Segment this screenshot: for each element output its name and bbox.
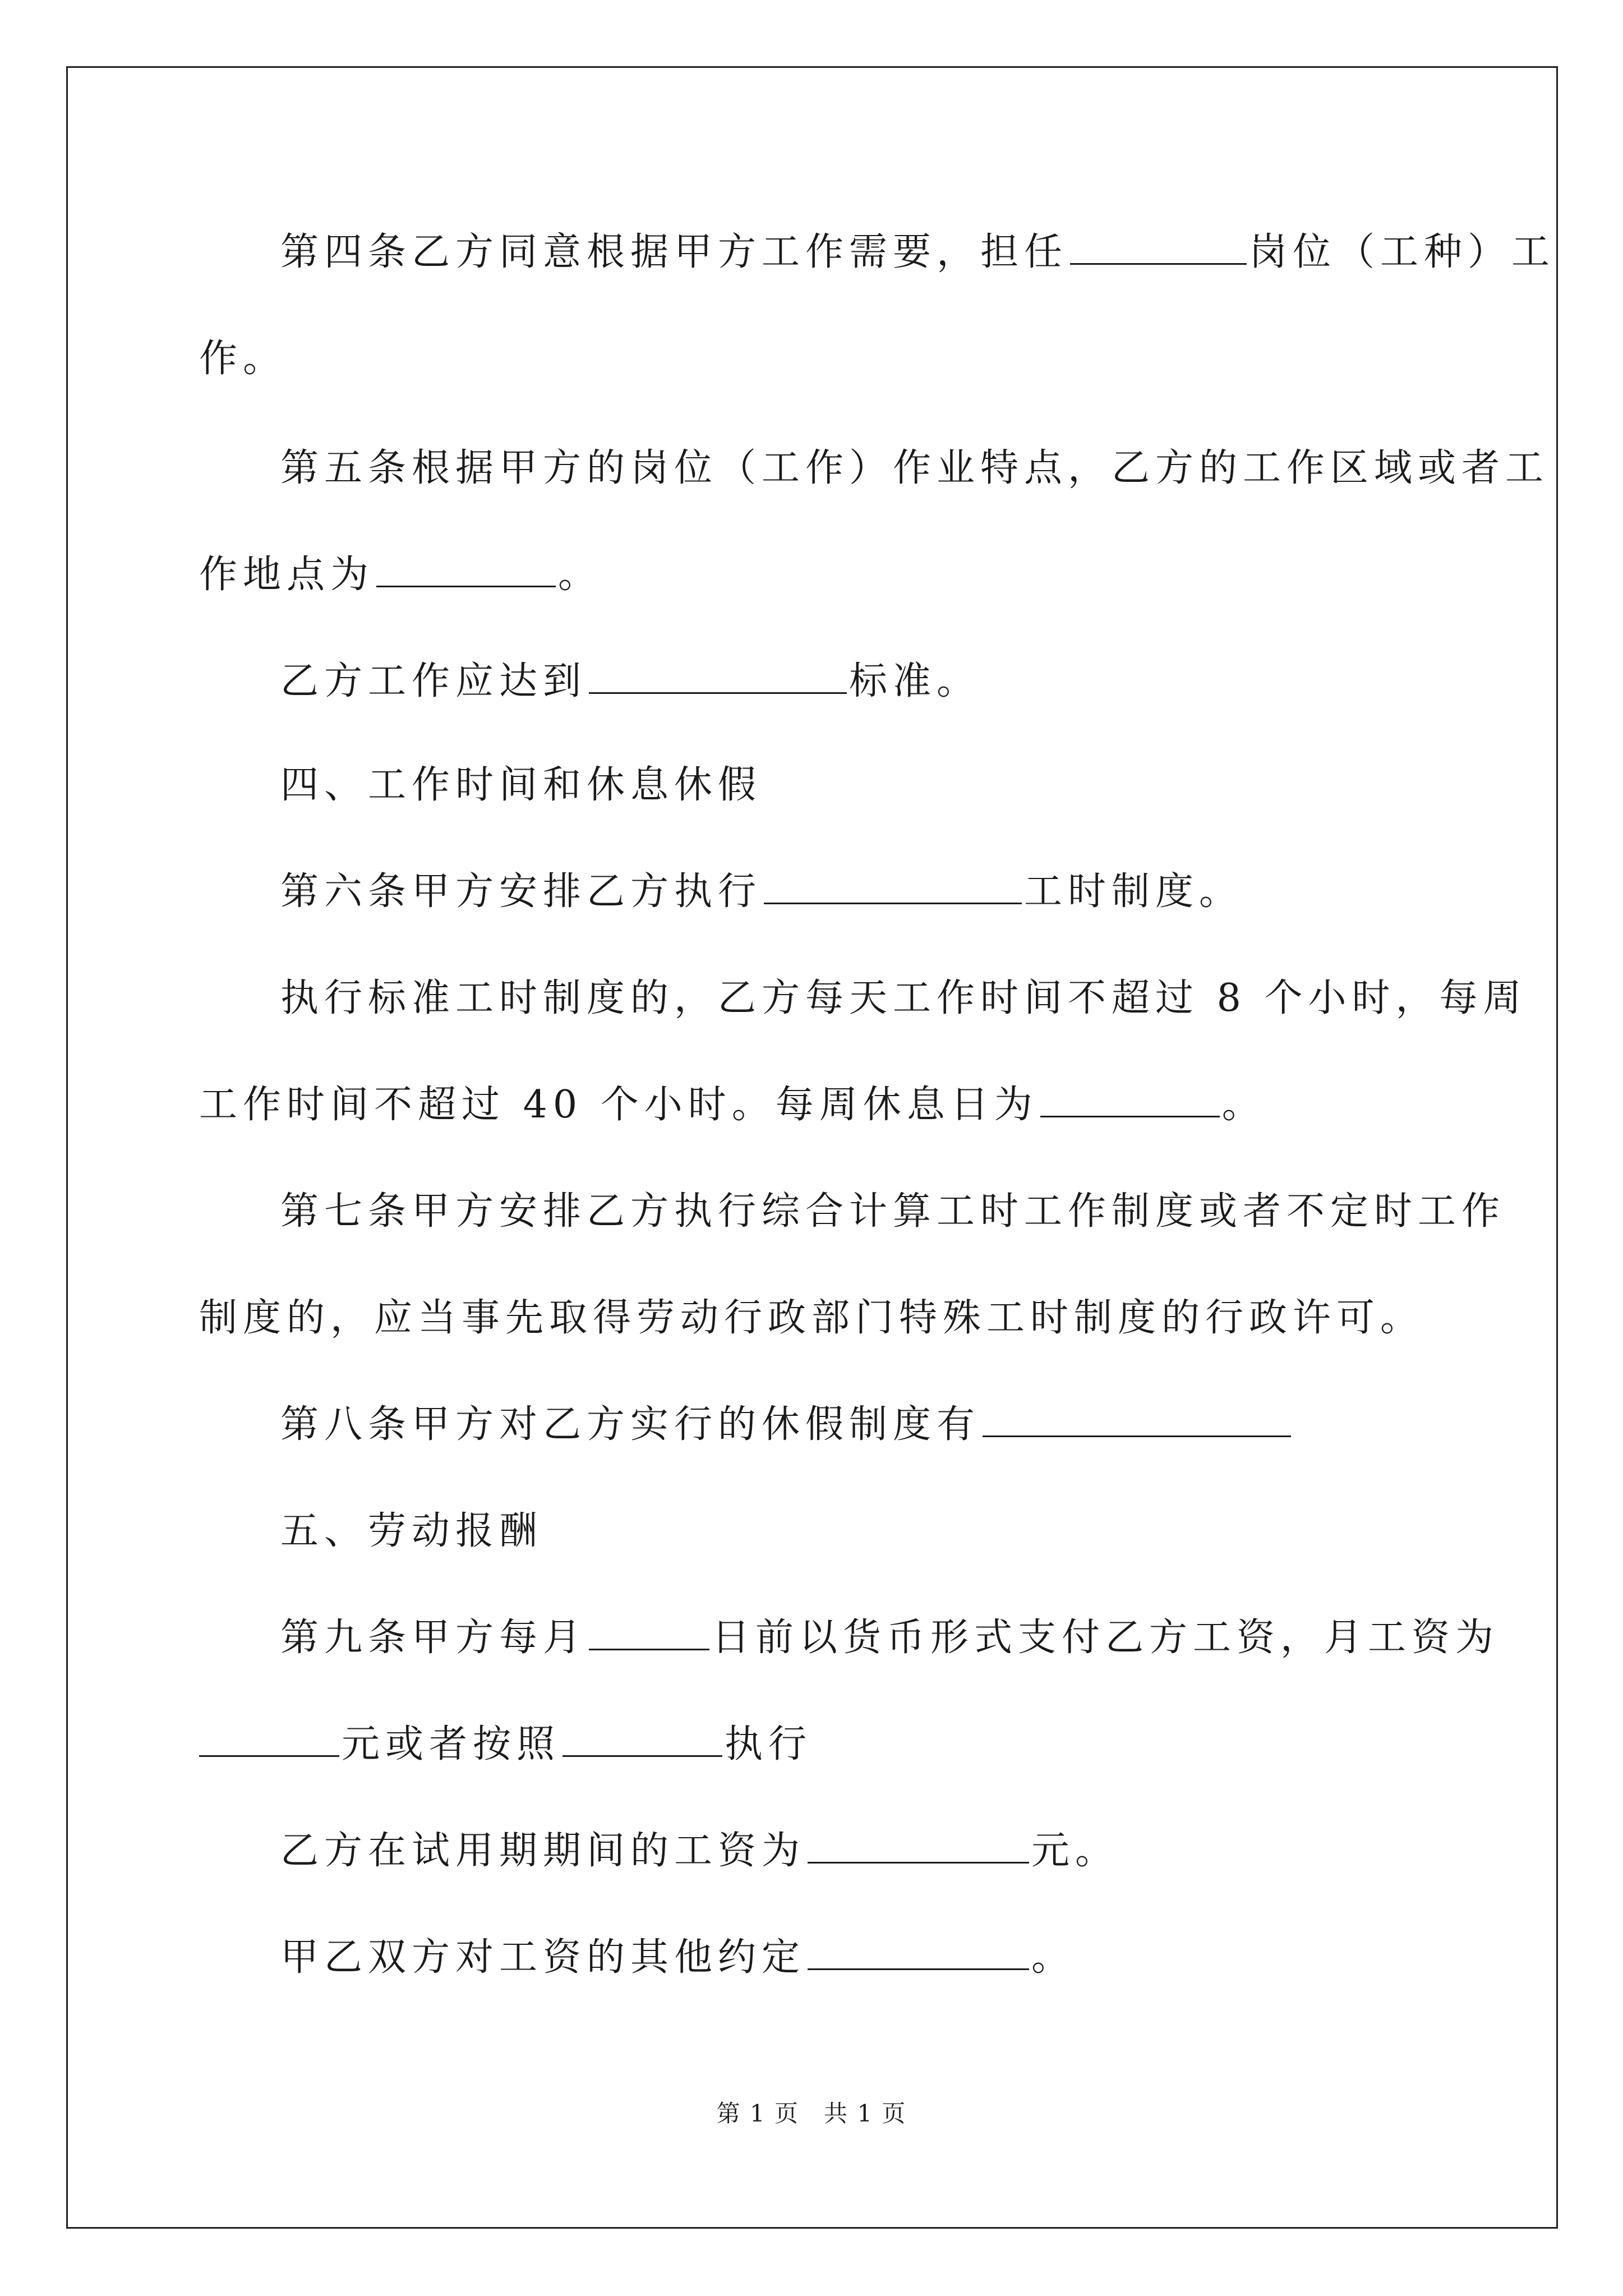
section-5-heading: [0, 1506, 1623, 1557]
page-border: [66, 66, 1558, 2229]
page-footer: [0, 2097, 1623, 2131]
work-location-blank[interactable]: [376, 550, 556, 587]
clause-9-text-a: 第九条甲方每月: [280, 1616, 587, 1660]
work-standard-blank[interactable]: [589, 656, 847, 694]
salary-basis-blank[interactable]: [562, 1719, 722, 1757]
pay-day-blank[interactable]: [589, 1613, 709, 1650]
clause-9-text-d: 执行: [725, 1722, 813, 1766]
clause-4-text-b: 岗位（工种）工: [1249, 230, 1556, 274]
clause-6-line: [0, 867, 1623, 917]
standard-hours-text-c: 。: [1221, 1083, 1266, 1127]
other-salary-terms-blank[interactable]: [808, 1932, 1029, 1970]
monthly-salary-blank[interactable]: [199, 1719, 339, 1757]
job-position-blank[interactable]: [1070, 227, 1247, 265]
standard-hours-text-b: 工作时间不超过 40 个小时。每周休息日为: [199, 1083, 1038, 1127]
clause-4-text-a: 第四条乙方同意根据甲方工作需要，担任: [280, 230, 1068, 274]
rest-day-blank[interactable]: [1040, 1080, 1220, 1117]
clause-5-line-1: [0, 443, 1623, 494]
clause-4-line-1: [0, 227, 1623, 278]
other-salary-terms-line: [0, 1932, 1623, 1983]
work-standard-line: [0, 656, 1623, 707]
clause-9-line-1: [0, 1613, 1623, 1663]
clause-6-text-b: 工时制度。: [1024, 869, 1243, 914]
section-5-title: 五、劳动报酬: [280, 1509, 543, 1553]
probation-salary-text-a: 乙方在试用期期间的工资为: [280, 1829, 806, 1873]
standard-hours-line-2: [0, 1080, 1623, 1130]
clause-9-text-b: 日前以货币形式支付乙方工资，月工资为: [712, 1616, 1500, 1660]
section-4-title: 四、工作时间和休息休假: [280, 763, 762, 807]
probation-salary-blank[interactable]: [808, 1826, 1029, 1864]
work-standard-text-a: 乙方工作应达到: [280, 659, 587, 703]
clause-5-text-b: 作地点为: [199, 553, 375, 597]
clause-7-text-a: 第七条甲方安排乙方执行综合计算工时工作制度或者不定时工作: [280, 1189, 1506, 1234]
clause-4-text-c: 作。: [199, 337, 287, 381]
standard-hours-line-1: [0, 973, 1623, 1024]
page-number: 第 1 页 共 1 页: [716, 2100, 907, 2127]
probation-salary-line: [0, 1826, 1623, 1876]
clause-5-text-c: 。: [558, 553, 602, 597]
clause-4-line-2: [0, 334, 1623, 384]
other-salary-terms-text-b: 。: [1031, 1935, 1076, 1980]
standard-hours-text-a: 执行标准工时制度的，乙方每天工作时间不超过 8 个小时，每周: [280, 976, 1527, 1020]
clause-6-text-a: 第六条甲方安排乙方执行: [280, 869, 762, 914]
working-hours-system-blank[interactable]: [764, 867, 1022, 904]
clause-7-line-2: [0, 1293, 1623, 1343]
clause-5-line-2: [0, 550, 1623, 600]
clause-7-line-1: [0, 1186, 1623, 1237]
clause-7-text-b: 制度的，应当事先取得劳动行政部门特殊工时制度的行政许可。: [199, 1296, 1424, 1340]
clause-8-text: 第八条甲方对乙方实行的休假制度有: [280, 1402, 981, 1447]
clause-9-line-2: [0, 1719, 1623, 1770]
section-4-heading: [0, 760, 1623, 811]
probation-salary-text-b: 元。: [1031, 1829, 1119, 1873]
other-salary-terms-text-a: 甲乙双方对工资的其他约定: [280, 1935, 806, 1980]
leave-system-blank[interactable]: [983, 1400, 1291, 1437]
work-standard-text-b: 标准。: [849, 659, 981, 703]
clause-8-line: [0, 1400, 1623, 1450]
clause-5-text-a: 第五条根据甲方的岗位（工作）作业特点，乙方的工作区域或者工: [280, 446, 1550, 490]
clause-9-text-c: 元或者按照: [342, 1722, 561, 1766]
